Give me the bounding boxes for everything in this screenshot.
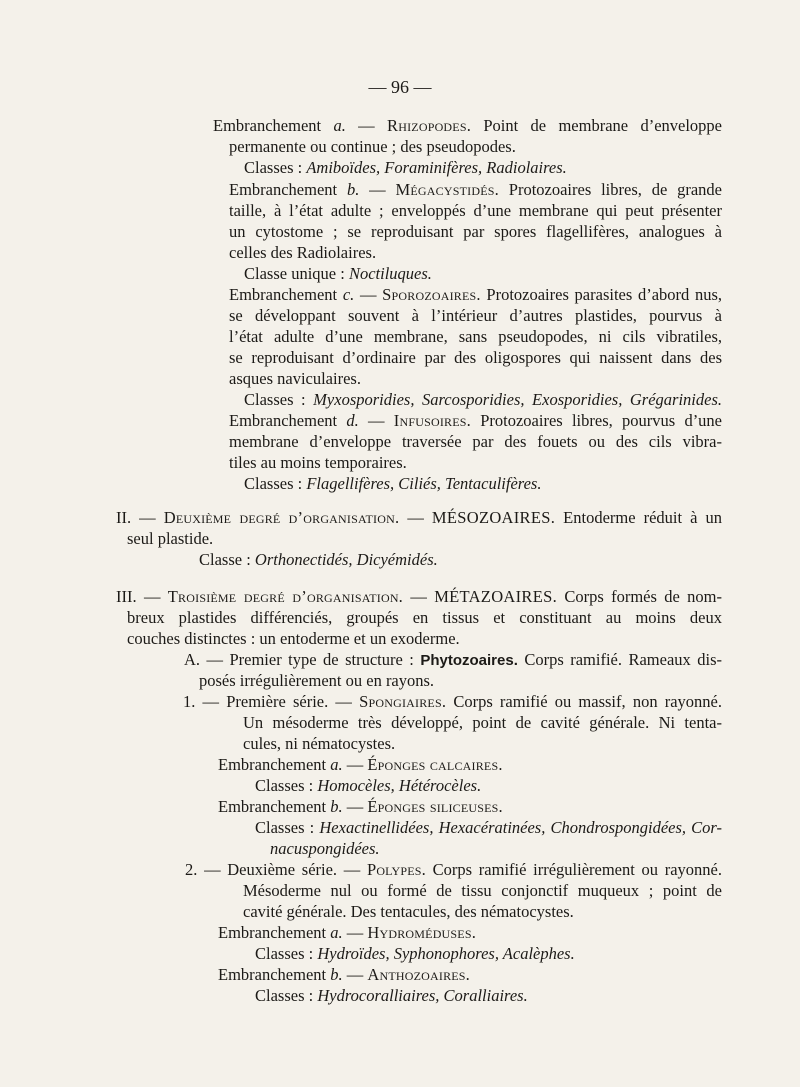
section-heading-line [116,587,722,607]
paragraph-line [255,818,722,838]
paragraph-line: breux plastides différenciés, groupés en tissus et constituant au moins deux [127,608,722,627]
text-run: Embranchement [218,965,331,984]
text-run: — [403,587,435,606]
text-run: Classes : [244,158,307,177]
class-list: Myxosporidies, Sarcosporidies, Exosporidies, Grégarinides. [313,390,722,409]
paragraph-line: l’état adulte d’une membrane, sans pseudopodes, ni cils vibratiles, [229,327,722,346]
text-run: A. — Premier type de structure : [184,650,421,669]
paragraph-line: posés irrégulièrement ou en rayons. [199,671,435,690]
paragraph-line [244,158,567,178]
text-run: Protozoaires libres, pourvus d’une [470,411,723,430]
section-title: Troisième degré d’organisation. [167,587,404,606]
group-name: Mégacystidés. [395,180,499,199]
text-run: b. [346,180,360,199]
group-name: Spongiaires. [359,692,447,711]
text-run: Corps formés de nom- [557,587,722,606]
text-run: 2. — Deuxième série. — [185,860,367,879]
text-run: 1. — Première série. — [183,692,360,711]
paragraph-line [218,965,470,985]
paragraph-line: se développant souvent à l’intérieur d’autres plastides, pourvus à [229,306,722,325]
text-run: a. [330,755,343,774]
text-run: Corps ramifié. Rameaux dis- [517,650,722,669]
paragraph-line: permanente ou continue ; des pseudopodes. [229,137,516,156]
paragraph-line: cavité générale. Des tentacules, des nématocystes. [243,902,574,921]
group-name: Sporozoaires. [382,285,481,304]
paragraph-line: Un mésoderme très développé, point de cavité générale. Ni tenta- [243,713,722,732]
paragraph-line: couches distinctes : un entoderme et un exoderme. [127,629,460,648]
text-run: Classe : [199,550,255,569]
paragraph-line [199,550,438,570]
text-run: Classes : [255,776,318,795]
paragraph-line [255,986,528,1006]
paragraph-line: asques naviculaires. [229,369,361,388]
group-name: Phytozoaires. [420,652,518,669]
paragraph-line [218,797,503,817]
text-run: Embranchement [218,923,331,942]
paragraph-line [244,264,432,284]
text-run: — [342,923,368,942]
text-run: a. [330,923,343,942]
text-run: — [354,285,383,304]
paragraph-line: un cytostome ; se reproduisant par spores flagellifères, analogues à [229,222,722,241]
group-name: Rhizopodes. [387,116,472,135]
text-run: III. — [116,587,168,606]
text-run: Classes : [244,390,314,409]
paragraph-line [244,390,722,410]
paragraph-line [244,474,541,494]
class-list: Amiboïdes, Foraminifères, Radiolaires. [306,158,567,177]
text-run: b. [330,797,343,816]
text-run: Protozoaires parasites d’abord nus, [480,285,723,304]
text-run: c. [342,285,355,304]
text-run: Embranchement [213,116,334,135]
paragraph-line: seul plastide. [127,529,214,548]
text-run: Embranchement [229,180,347,199]
text-run: — [342,797,368,816]
text-run: — [342,755,368,774]
paragraph-line [229,411,722,431]
group-name: MÉSOZOAIRES. [431,508,556,527]
paragraph-line [184,650,722,671]
text-run: Corps ramifié irrégulièrement ou rayonné. [425,860,722,879]
paragraph-line: membrane d’enveloppe traversée par des fouets ou des cils vibra- [229,432,722,451]
paragraph-line [183,692,722,712]
paragraph-line [218,755,503,775]
class-list: Flagellifères, Ciliés, Tentaculifères. [306,474,542,493]
paragraph-line [185,860,722,880]
class-list: Hydrocoralliaires, Coralliaires. [317,986,528,1005]
class-list: Hydroïdes, Syphonophores, Acalèphes. [317,944,575,963]
text-run: d. [346,411,359,430]
paragraph-line [255,776,481,796]
text-run: Embranchement [218,755,331,774]
text-run: Classes : [255,986,318,1005]
text-run: — [342,965,368,984]
group-name: Polypes. [366,860,426,879]
text-run: — [358,411,394,430]
paragraph-line: taille, à l’état adulte ; enveloppés d’une membrane qui peut présenter [229,201,722,220]
text-run: Embranchement [218,797,331,816]
text-run: Embranchement [229,411,347,430]
text-run: Classes : [244,474,307,493]
group-name: Infusoires. [393,411,471,430]
class-list: Hexactinellidées, Hexacératinées, Chondrospongidées, Cor- [319,818,723,837]
group-name: Éponges siliceuses. [367,797,503,816]
text-run: a. [333,116,346,135]
paragraph-line [218,923,476,943]
section-heading-line [116,508,722,528]
text-run: Classes : [255,818,320,837]
text-run: Classes : [255,944,318,963]
text-run: Corps ramifié ou massif, non rayonné. [446,692,723,711]
text-run: Point de membrane d’enveloppe [471,116,722,135]
text-run: Protozoaires libres, de grande [498,180,723,199]
group-name: Anthozoaires. [367,965,471,984]
paragraph-line: Mésoderme nul ou formé de tissu conjonctif muqueux ; point de [243,881,722,900]
text-run: — [345,116,388,135]
paragraph-line: nacuspongidées. [270,839,380,858]
paragraph-line [213,116,722,136]
paragraph-line [229,180,722,200]
class-list: Noctiluques. [348,264,432,283]
class-list: Homocèles, Hétérocèles. [317,776,482,795]
text-run: — [359,180,396,199]
text-run: Embranchement [229,285,343,304]
paragraph-line: cules, ni nématocystes. [243,734,396,753]
group-name: MÉTAZOAIRES. [434,587,558,606]
paragraph-line: tiles au moins temporaires. [229,453,407,472]
paragraph-line [229,285,722,305]
text-run: Classe unique : [244,264,349,283]
paragraph-line: celles des Radiolaires. [229,243,377,262]
paragraph-line: se reproduisant d’ordinaire par des oligospores qui naissent dans des [229,348,722,367]
text-run: b. [330,965,343,984]
page-number: — 96 — [368,77,432,97]
group-name: Hydroméduses. [367,923,477,942]
group-name: Éponges calcaires. [367,755,503,774]
text-run: — [399,508,432,527]
text-run: II. — [116,508,164,527]
section-title: Deuxième degré d’organisation. [163,508,400,527]
text-run: Entoderme réduit à un [555,508,723,527]
class-list: Orthonectidés, Dicyémidés. [254,550,438,569]
paragraph-line [255,944,575,964]
